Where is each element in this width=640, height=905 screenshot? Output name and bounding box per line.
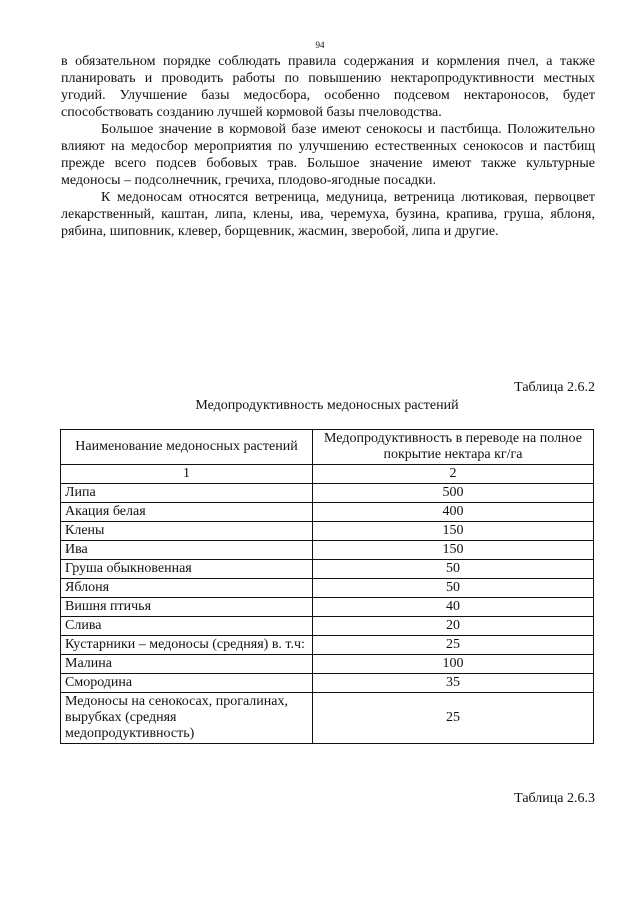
table-number: Таблица 2.6.2 (514, 380, 595, 395)
body-text (61, 53, 595, 240)
page-number: 94 (315, 40, 325, 50)
productivity-value-cell: 100 (313, 655, 594, 674)
plant-name-cell: Медоносы на сенокосах, прогалинах, вырубках (средняя медопродуктивность) (61, 693, 313, 744)
paragraph-2: Большое значение в кормовой базе имеют сенокосы и пастбища. Положительно влияют на медосбор мероприятия по улучшению естественных сенокосов и пастбищ прежде всего подсев бобовых трав. Большое значение имеют также культурные медоносы – подсолнечник, гречиха, плодово-ягодные посадки. (61, 122, 595, 188)
plant-name-cell: Клены (61, 522, 313, 541)
productivity-value-cell: 150 (313, 522, 594, 541)
table-row (61, 674, 594, 693)
table-row (61, 617, 594, 636)
table-row (61, 484, 594, 503)
table-row (61, 522, 594, 541)
productivity-value-cell: 500 (313, 484, 594, 503)
plant-name-cell: Малина (61, 655, 313, 674)
plant-name-cell: Яблоня (61, 579, 313, 598)
plant-name-cell: Липа (61, 484, 313, 503)
table-row (61, 693, 594, 744)
productivity-value-cell: 25 (313, 636, 594, 655)
column-index-1: 1 (61, 465, 313, 484)
productivity-value-cell: 40 (313, 598, 594, 617)
table-header-row (61, 430, 594, 465)
honey-productivity-table (60, 429, 594, 744)
table-row (61, 560, 594, 579)
plant-name-cell: Груша обыкновенная (61, 560, 313, 579)
plant-name-cell: Ива (61, 541, 313, 560)
productivity-value-cell: 20 (313, 617, 594, 636)
column-index-row (61, 465, 594, 484)
table-row (61, 598, 594, 617)
productivity-value-cell: 400 (313, 503, 594, 522)
plant-name-cell: Акация белая (61, 503, 313, 522)
header-productivity: Медопродуктивность в переводе на полное покрытие нектара кг/га (313, 430, 594, 465)
productivity-value-cell: 35 (313, 674, 594, 693)
table-row (61, 655, 594, 674)
table-row (61, 636, 594, 655)
table-caption: Медопродуктивность медоносных растений (195, 398, 459, 413)
next-table-number: Таблица 2.6.3 (514, 791, 595, 806)
productivity-value-cell: 50 (313, 560, 594, 579)
table-row (61, 503, 594, 522)
productivity-value-cell: 25 (313, 693, 594, 744)
paragraph-3: К медоносам относятся ветреница, медуница, ветреница лютиковая, первоцвет лекарственный, каштан, липа, клены, ива, черемуха, бузина, крапива, груша, яблоня, рябина, шиповник, клевер, борщевник, жасмин, зверобой, липа и другие. (61, 190, 595, 239)
productivity-value-cell: 150 (313, 541, 594, 560)
plant-name-cell: Слива (61, 617, 313, 636)
productivity-value-cell: 50 (313, 579, 594, 598)
header-plant-name: Наименование медоносных растений (61, 430, 313, 465)
table-row (61, 541, 594, 560)
plant-name-cell: Вишня птичья (61, 598, 313, 617)
paragraph-1: в обязательном порядке соблюдать правила содержания и кормления пчел, а также планировать и проводить работы по повышению нектаропродуктивности местных угодий. Улучшение базы медосбора, особенно подсевом нектароносов, будет способствовать созданию лучшей кормовой базы пчеловодства. (61, 54, 595, 120)
column-index-2: 2 (313, 465, 594, 484)
plant-name-cell: Смородина (61, 674, 313, 693)
plant-name-cell: Кустарники – медоносы (средняя) в. т.ч: (61, 636, 313, 655)
table-row (61, 579, 594, 598)
